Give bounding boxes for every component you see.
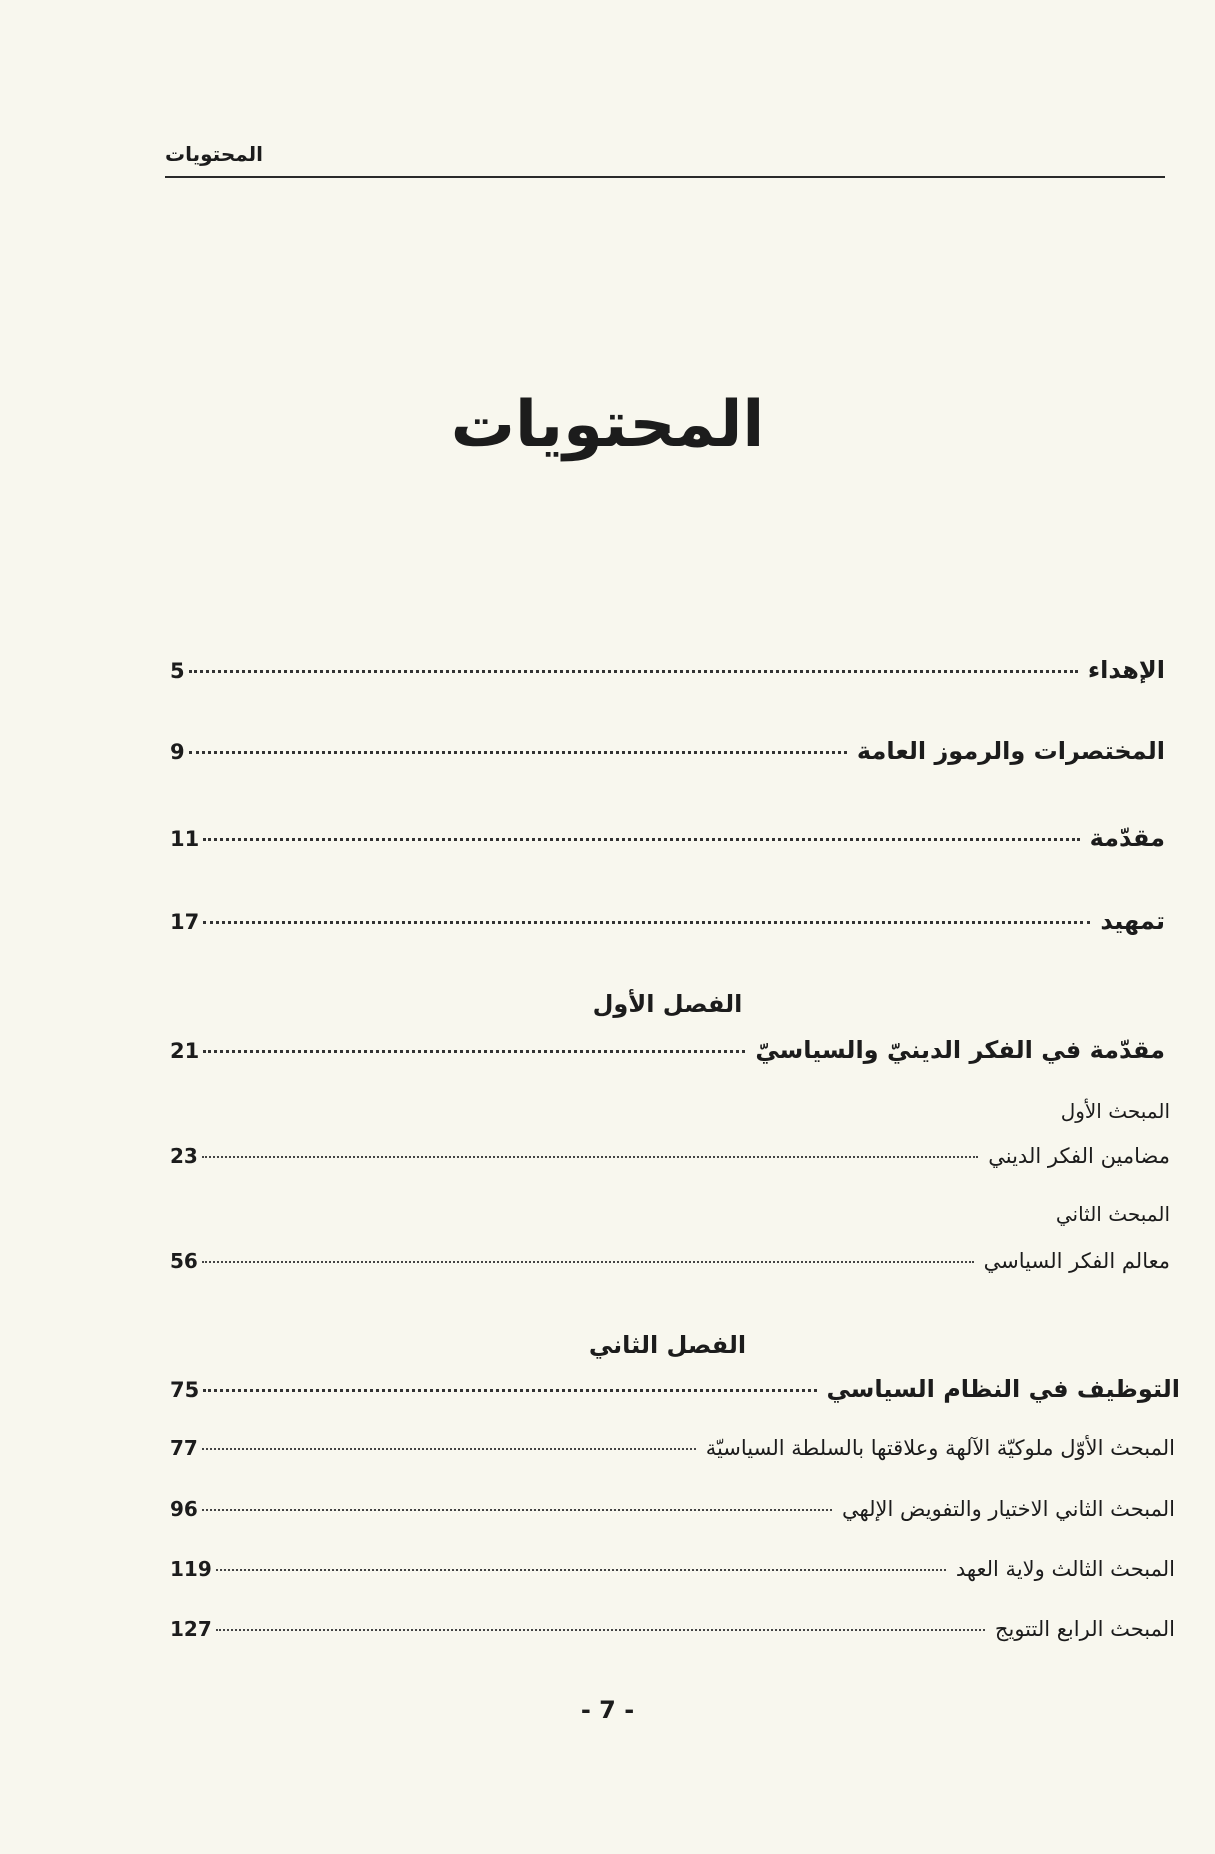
chapter-1-label: الفصل الأول xyxy=(592,990,743,1018)
toc-page-number: 23 xyxy=(170,1144,198,1168)
toc-entry-chapter-2-section-1[interactable] xyxy=(170,1436,1175,1460)
toc-entry-chapter-2-section-2[interactable] xyxy=(170,1497,1175,1521)
dot-leader xyxy=(216,1629,985,1631)
toc-entry-label: المبحث الثالث ولاية العهد xyxy=(955,1557,1175,1581)
toc-page-number: 127 xyxy=(170,1617,212,1641)
toc-entry-dedication[interactable] xyxy=(170,656,1165,684)
toc-entry-label: المبحث الرابع التتويج xyxy=(994,1617,1175,1641)
dot-leader xyxy=(202,1261,974,1263)
toc-entry-preface[interactable] xyxy=(170,907,1165,935)
toc-entry-label: تمهيد xyxy=(1100,907,1165,935)
toc-entry-introduction[interactable] xyxy=(170,824,1165,852)
toc-entry-label: مقدّمة xyxy=(1089,824,1165,852)
chapter-1-section-2-label: المبحث الثاني xyxy=(1055,1202,1170,1226)
dot-leader xyxy=(203,921,1090,924)
dot-leader xyxy=(189,670,1078,673)
toc-page-number: 56 xyxy=(170,1249,198,1273)
dot-leader xyxy=(203,838,1079,841)
toc-entry-chapter-1-section-1[interactable] xyxy=(170,1144,1170,1168)
toc-entry-chapter-2-title[interactable] xyxy=(170,1375,1180,1403)
toc-page-number: 11 xyxy=(170,827,200,851)
running-header: المحتويات xyxy=(165,142,264,166)
toc-entry-label: التوظيف في النظام السياسي xyxy=(826,1375,1180,1403)
toc-entry-label: المبحث الثاني الاختيار والتفويض الإلهي xyxy=(841,1497,1175,1521)
toc-page-number: 119 xyxy=(170,1557,212,1581)
toc-page-number: 17 xyxy=(170,910,200,934)
toc-entry-label: مضامين الفكر الديني xyxy=(988,1144,1170,1168)
chapter-1-section-1-label: المبحث الأول xyxy=(1060,1099,1170,1123)
toc-page-number: 96 xyxy=(170,1497,198,1521)
toc-entry-chapter-1-section-2[interactable] xyxy=(170,1249,1170,1273)
toc-entry-label: المبحث الأوّل ملوكيّة الآلهة وعلاقتها بالسلطة السياسيّة xyxy=(705,1436,1175,1460)
toc-entry-label: المختصرات والرموز العامة xyxy=(856,737,1165,765)
dot-leader xyxy=(203,1389,816,1392)
chapter-2-label: الفصل الثاني xyxy=(588,1331,747,1359)
page-number-footer: - 7 - xyxy=(580,1696,635,1724)
dot-leader xyxy=(189,751,847,754)
dot-leader xyxy=(202,1448,696,1450)
toc-entry-label: مقدّمة في الفكر الدينيّ والسياسيّ xyxy=(755,1036,1165,1064)
dot-leader xyxy=(216,1569,946,1571)
toc-entry-abbreviations[interactable] xyxy=(170,737,1165,765)
page-title: المحتويات xyxy=(450,388,765,462)
dot-leader xyxy=(203,1050,745,1053)
toc-page-number: 9 xyxy=(170,740,185,764)
toc-page-number: 77 xyxy=(170,1436,198,1460)
toc-entry-label: معالم الفكر السياسي xyxy=(983,1249,1170,1273)
toc-entry-label: الإهداء xyxy=(1087,656,1165,684)
toc-page-number: 5 xyxy=(170,659,185,683)
toc-page-number: 75 xyxy=(170,1378,200,1402)
dot-leader xyxy=(202,1509,832,1511)
dot-leader xyxy=(202,1156,978,1158)
toc-page-number: 21 xyxy=(170,1039,200,1063)
toc-entry-chapter-2-section-3[interactable] xyxy=(170,1557,1175,1581)
toc-entry-chapter-2-section-4[interactable] xyxy=(170,1617,1175,1641)
toc-entry-chapter-1-title[interactable] xyxy=(170,1036,1165,1064)
